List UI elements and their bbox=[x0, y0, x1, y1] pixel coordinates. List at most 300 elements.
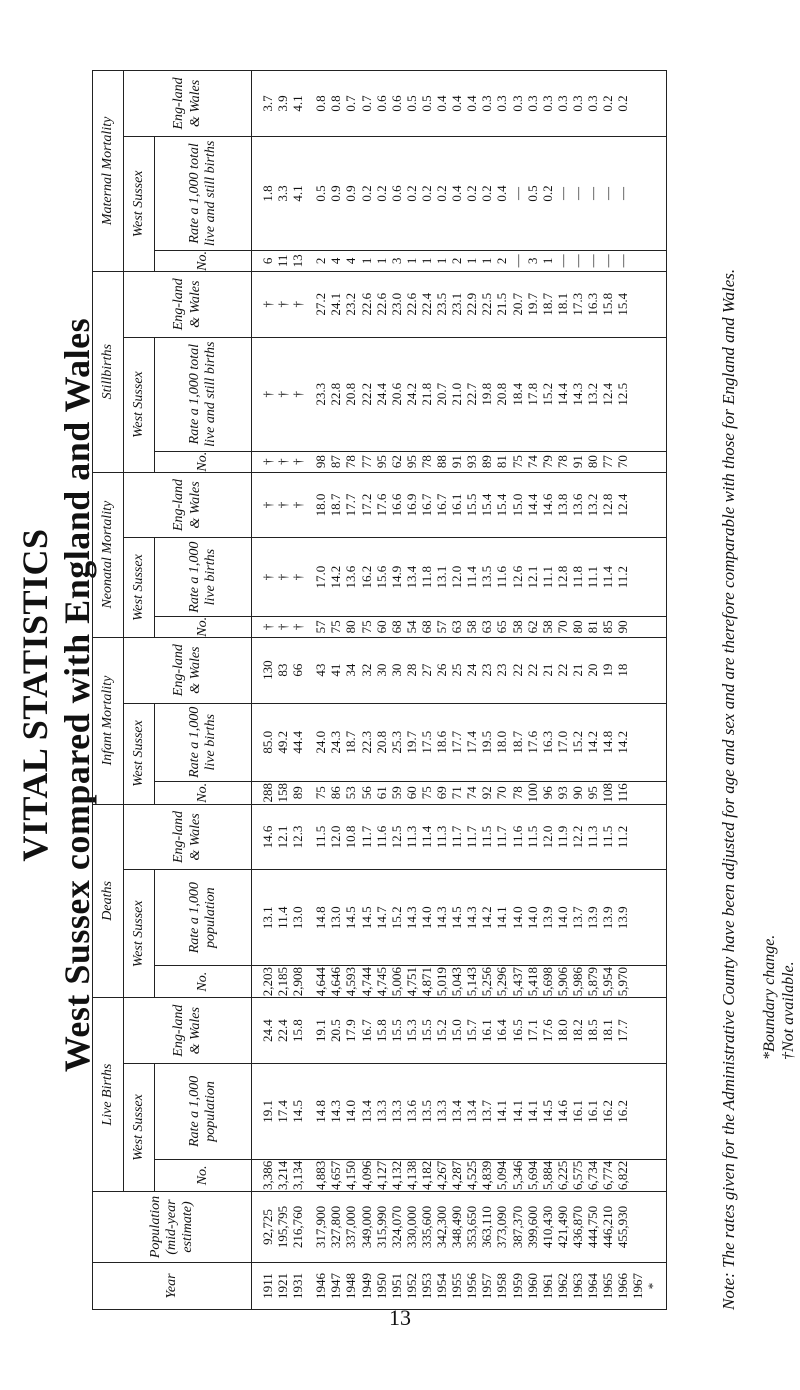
nm_no-value: 85 bbox=[600, 620, 616, 634]
ew-header: Eng-land & Wales bbox=[124, 998, 252, 1064]
ws-header: West Sussex bbox=[124, 538, 155, 637]
nm_ew_rate-value: 17.7 bbox=[343, 493, 359, 517]
vital-statistics-table bbox=[92, 70, 667, 1310]
mm_ws_rate-value: 3.3 bbox=[275, 185, 291, 202]
sb_ws_rate-value: 20.8 bbox=[494, 382, 510, 406]
nm_ws_rate-value: 12.8 bbox=[554, 565, 570, 589]
d_no-value: 5,986 bbox=[569, 967, 585, 997]
sb_ws_rate-value: 24.4 bbox=[373, 382, 389, 406]
nm_no-value: 60 bbox=[373, 620, 389, 634]
mm_no-value: 6 bbox=[260, 257, 275, 265]
im_no-value: 56 bbox=[358, 786, 374, 800]
lb_no-value: 4,525 bbox=[464, 1160, 480, 1190]
im_no-value: 75 bbox=[313, 786, 329, 800]
mm_no-value: — bbox=[600, 254, 616, 268]
im_ew_rate-value: 20 bbox=[584, 663, 600, 677]
nm_no-value: 75 bbox=[358, 620, 374, 634]
im_no-value: 74 bbox=[464, 786, 480, 800]
lb_no-value: 4,138 bbox=[403, 1160, 419, 1190]
population-value: 446,210 bbox=[600, 1205, 616, 1249]
mm_no-value: 1 bbox=[358, 257, 374, 265]
sb_ew_rate-value: 23.0 bbox=[388, 292, 404, 316]
population-value: 353,650 bbox=[464, 1205, 480, 1249]
sb_no-value: 81 bbox=[494, 455, 510, 469]
nm_ws_rate-value: 11.1 bbox=[584, 566, 600, 589]
lb_ws_rate-value: 14.1 bbox=[494, 1100, 510, 1123]
population-value: 335,600 bbox=[418, 1205, 434, 1249]
lb_ew_rate-value: 17.1 bbox=[524, 1019, 540, 1043]
sb_ws_rate-value: 13.2 bbox=[584, 382, 600, 406]
im_no-value: 75 bbox=[418, 786, 434, 800]
im_no-value: 288 bbox=[260, 783, 275, 803]
lb_ws_rate-value: 17.4 bbox=[275, 1100, 291, 1123]
nm_ws_rate-value: 11.6 bbox=[494, 566, 510, 589]
mm_ew_rate-value: 0.3 bbox=[539, 95, 555, 112]
sb_ew_rate-value: 22.5 bbox=[479, 292, 495, 316]
d_ew_rate-value: 12.0 bbox=[539, 825, 555, 849]
lb_ew_rate-value: 18.0 bbox=[554, 1019, 570, 1043]
im_no-value: 100 bbox=[524, 783, 540, 803]
sb_no-value: 78 bbox=[343, 455, 359, 469]
lb_no-value: 4,096 bbox=[358, 1160, 374, 1190]
mm_ws_rate-value: 4.1 bbox=[290, 185, 306, 202]
im_ws_rate-value: 18.0 bbox=[494, 730, 510, 754]
mm_ws_rate-value: — bbox=[600, 186, 616, 200]
im_ew_rate-value: 130 bbox=[260, 660, 275, 680]
no-header: No. bbox=[155, 966, 252, 998]
mm_no-value: — bbox=[569, 254, 585, 268]
lb_ws_rate-value: 16.1 bbox=[569, 1100, 585, 1123]
nm_no-value: 68 bbox=[388, 620, 404, 634]
im_ew_rate-value: 34 bbox=[343, 663, 359, 677]
sb_no-value: † bbox=[290, 458, 306, 465]
mm_no-value: — bbox=[509, 254, 525, 268]
nm_ew_rate-value: 16.9 bbox=[403, 493, 419, 517]
im_no-value: 59 bbox=[388, 786, 404, 800]
nm_ew_rate-value: 17.2 bbox=[358, 493, 374, 517]
lb_no-value: 6,225 bbox=[554, 1160, 570, 1190]
sb_ws_rate-value: 22.8 bbox=[328, 382, 344, 406]
nm_ew_rate-value: 13.2 bbox=[584, 493, 600, 517]
population-value: 348,490 bbox=[449, 1205, 465, 1249]
nm_ws_rate-value: † bbox=[275, 573, 291, 581]
mm_ws_rate-value: 0.2 bbox=[373, 185, 389, 202]
lb_no-value: 3,214 bbox=[275, 1160, 291, 1190]
sb_no-value: 77 bbox=[600, 455, 616, 469]
im_no-value: 71 bbox=[449, 786, 465, 800]
d_ws_rate-value: 11.4 bbox=[275, 906, 291, 929]
footnote-not-available: †Not available. bbox=[780, 961, 797, 1060]
d_ws_rate-value: 14.5 bbox=[358, 906, 374, 930]
im_ws_rate-value: 49.2 bbox=[275, 730, 291, 754]
im_ew_rate-value: 22 bbox=[509, 663, 525, 677]
sb_ws_rate-value: 12.4 bbox=[600, 382, 616, 406]
d_no-value: 5,879 bbox=[584, 967, 600, 997]
mm_ws_rate-value: — bbox=[554, 186, 570, 200]
im_ws_rate-value: 44.4 bbox=[290, 730, 306, 754]
population-value: 399,600 bbox=[524, 1205, 540, 1249]
live-births-no-column bbox=[252, 1159, 667, 1191]
nm_ew_rate-value: † bbox=[275, 501, 291, 509]
sb_no-value: 88 bbox=[434, 455, 450, 469]
im_no-value: 158 bbox=[275, 783, 291, 803]
note-text: Note: The rates given for the Administrative County have been adjusted for age and sex and are therefore comparable with those for England and Wales. bbox=[719, 268, 738, 1310]
d_ws_rate-value: 13.9 bbox=[615, 906, 631, 930]
nm_ws_rate-value: 13.5 bbox=[479, 565, 495, 589]
sb_ws_rate-value: 24.2 bbox=[403, 382, 419, 406]
sb_ws_rate-value: 12.5 bbox=[615, 382, 631, 406]
lb_ws_rate-value: 16.2 bbox=[600, 1100, 616, 1123]
mm_no-value: 2 bbox=[494, 257, 510, 265]
d_ew_rate-value: 11.5 bbox=[524, 825, 540, 849]
sb_no-value: 91 bbox=[449, 455, 465, 469]
ew-header: Eng-land & Wales bbox=[124, 71, 252, 137]
im_ew_rate-value: 23 bbox=[494, 663, 510, 677]
d_ws_rate-value: 14.3 bbox=[434, 906, 450, 930]
lb_no-value: 4,287 bbox=[449, 1160, 465, 1190]
lb_ws_rate-value: 14.0 bbox=[343, 1100, 359, 1123]
mm_ew_rate-value: 0.3 bbox=[584, 95, 600, 112]
im_no-value: 90 bbox=[569, 786, 585, 800]
d_no-value: 4,593 bbox=[343, 967, 359, 997]
d_no-value: 5,043 bbox=[449, 967, 465, 997]
nm_ws_rate-value: 17.0 bbox=[313, 565, 329, 589]
sb_ws_rate-value: 19.8 bbox=[479, 382, 495, 406]
mm_no-value: 1 bbox=[539, 257, 555, 265]
title-vital-statistics: VITAL STATISTICS bbox=[15, 528, 55, 862]
year-value: 1963 bbox=[569, 1273, 585, 1299]
im_ws_rate-value: 14.2 bbox=[584, 730, 600, 754]
im_ws_rate-value: 18.7 bbox=[343, 730, 359, 754]
nm_no-value: 90 bbox=[615, 620, 631, 634]
lb_ws_rate-value: 14.6 bbox=[554, 1100, 570, 1123]
neonatal-mortality-header: Neonatal Mortality bbox=[93, 472, 124, 637]
sb_no-value: 95 bbox=[403, 455, 419, 469]
nm_ws_rate-value: † bbox=[290, 573, 306, 581]
ws-header: West Sussex bbox=[124, 337, 155, 472]
lb_ew_rate-value: 22.4 bbox=[275, 1019, 291, 1043]
year-value: 1959 bbox=[509, 1273, 525, 1299]
year-value: 1957 bbox=[479, 1273, 495, 1299]
population-value: 436,870 bbox=[569, 1205, 585, 1249]
mm_ew_rate-value: 0.3 bbox=[479, 95, 495, 112]
lb_no-value: 5,884 bbox=[539, 1160, 555, 1190]
mm_ws_rate-value: 0.5 bbox=[313, 185, 329, 202]
population-value: 324,070 bbox=[388, 1205, 404, 1249]
d_ws_rate-value: 13.0 bbox=[290, 906, 306, 930]
year-column bbox=[252, 1263, 667, 1310]
lb_no-value: 4,132 bbox=[388, 1160, 404, 1190]
nm_no-value: 57 bbox=[434, 620, 450, 634]
im_ws_rate-value: 25.3 bbox=[388, 730, 404, 754]
sb_ew_rate-value: 22.6 bbox=[403, 292, 419, 316]
neonatal-no-column bbox=[252, 616, 667, 637]
lb_ew_rate-value: 18.2 bbox=[569, 1019, 585, 1043]
nm_no-value: 54 bbox=[403, 620, 419, 634]
year-value: 1952 bbox=[403, 1273, 419, 1299]
infant-mortality-header: Infant Mortality bbox=[93, 637, 124, 804]
sb_ew_rate-value: † bbox=[260, 300, 275, 308]
d_ew_rate-value: 11.3 bbox=[403, 825, 419, 849]
stillbirths-ew-rate-column bbox=[252, 271, 667, 337]
d_no-value: 4,646 bbox=[328, 967, 344, 997]
nm_no-value: 62 bbox=[524, 620, 540, 634]
d_ew_rate-value: 11.3 bbox=[434, 825, 450, 849]
nm_ws_rate-value: 11.2 bbox=[615, 566, 631, 589]
sb_ew_rate-value: 16.3 bbox=[584, 292, 600, 316]
maternal-mortality-header: Maternal Mortality bbox=[93, 71, 124, 272]
no-header: No. bbox=[155, 782, 252, 805]
ew-header: Eng-land & Wales bbox=[124, 637, 252, 703]
title-comparison: West Sussex compared with England and Wales bbox=[57, 317, 97, 1073]
mm_ew_rate-value: 0.7 bbox=[343, 95, 359, 112]
lb_ew_rate-value: 20.5 bbox=[328, 1019, 344, 1043]
im_no-value: 116 bbox=[615, 783, 631, 803]
lb_no-value: 3,386 bbox=[260, 1160, 275, 1190]
mm_no-value: 4 bbox=[343, 257, 359, 265]
live-births-ws-rate-column bbox=[252, 1064, 667, 1160]
mm_ew_rate-value: 0.6 bbox=[388, 95, 404, 112]
year-value: 1965 bbox=[600, 1273, 616, 1299]
lb_no-value: 4,839 bbox=[479, 1160, 495, 1190]
d_no-value: 5,954 bbox=[600, 967, 616, 997]
sb_ws_rate-value: † bbox=[290, 390, 306, 398]
sb_no-value: 78 bbox=[418, 455, 434, 469]
nm_ws_rate-value: 11.4 bbox=[464, 566, 480, 589]
d_ws_rate-value: 14.0 bbox=[524, 906, 540, 930]
im_no-value: 96 bbox=[539, 786, 555, 800]
mm_ew_rate-value: 0.8 bbox=[313, 95, 329, 112]
lb_ew_rate-value: 16.4 bbox=[494, 1019, 510, 1043]
d_ew_rate-value: 12.1 bbox=[275, 825, 291, 849]
lb_ws_rate-value: 14.1 bbox=[509, 1100, 525, 1123]
lb_ew_rate-value: 15.8 bbox=[373, 1019, 389, 1043]
mm_no-value: 1 bbox=[434, 257, 450, 265]
d_ws_rate-value: 13.1 bbox=[260, 906, 275, 930]
nm_ws_rate-value: 13.6 bbox=[343, 565, 359, 589]
im_ws_rate-value: 17.4 bbox=[464, 730, 480, 754]
im_no-value: 89 bbox=[290, 786, 306, 800]
nm_no-value: 58 bbox=[539, 620, 555, 634]
nm_ew_rate-value: 16.7 bbox=[434, 493, 450, 517]
lb_no-value: 4,883 bbox=[313, 1160, 329, 1190]
im_ws_rate-value: 20.8 bbox=[373, 730, 389, 754]
d_ws_rate-value: 13.9 bbox=[584, 906, 600, 930]
lb_no-value: 6,774 bbox=[600, 1160, 616, 1190]
d_ew_rate-value: 11.9 bbox=[554, 825, 570, 849]
sb_no-value: 91 bbox=[569, 455, 585, 469]
d_ew_rate-value: 12.3 bbox=[290, 825, 306, 849]
mm_ws_rate-value: — bbox=[569, 186, 585, 200]
im_no-value: 93 bbox=[554, 786, 570, 800]
d_no-value: 5,970 bbox=[615, 967, 631, 997]
im_ws_rate-value: 24.0 bbox=[313, 730, 329, 754]
im_no-value: 61 bbox=[373, 786, 389, 800]
sb_ws_rate-value: 23.3 bbox=[313, 382, 329, 406]
footnote-boundary: *Boundary change. bbox=[761, 934, 778, 1060]
sb_no-value: 95 bbox=[373, 455, 389, 469]
lb_no-value: 5,094 bbox=[494, 1160, 510, 1190]
year-value: 1956 bbox=[464, 1273, 480, 1299]
sb_ws_rate-value: 20.6 bbox=[388, 382, 404, 406]
nm_ew_rate-value: 16.1 bbox=[449, 493, 465, 517]
mm_ws_rate-value: 0.9 bbox=[328, 185, 344, 202]
nm_ew_rate-value: 15.0 bbox=[509, 493, 525, 517]
d_ws_rate-value: 14.0 bbox=[509, 906, 525, 930]
im_ew_rate-value: 21 bbox=[569, 663, 585, 677]
year-value: 1946 bbox=[313, 1273, 329, 1299]
mm_ew_rate-value: 0.4 bbox=[464, 95, 480, 112]
lb_no-value: 3,134 bbox=[290, 1160, 306, 1190]
d_ew_rate-value: 11.7 bbox=[464, 825, 480, 849]
lb_no-value: 6,822 bbox=[615, 1160, 631, 1190]
lb_no-value: 6,734 bbox=[584, 1160, 600, 1190]
lb_no-value: 4,150 bbox=[343, 1160, 359, 1190]
mm_ws_rate-value: 0.4 bbox=[449, 185, 465, 202]
im_ew_rate-value: 22 bbox=[554, 663, 570, 677]
im_ew_rate-value: 43 bbox=[313, 663, 329, 677]
d_ws_rate-value: 14.1 bbox=[494, 906, 510, 930]
deaths-header: Deaths bbox=[93, 804, 124, 998]
im_ew_rate-value: 30 bbox=[373, 663, 389, 677]
nm_no-value: 63 bbox=[449, 620, 465, 634]
infant-no-column bbox=[252, 782, 667, 805]
lb_ws_rate-value: 16.1 bbox=[584, 1100, 600, 1123]
nm_ws_rate-value: 14.2 bbox=[328, 565, 344, 589]
sb_ew_rate-value: 27.2 bbox=[313, 292, 329, 316]
mm_ew_rate-value: 0.2 bbox=[615, 95, 631, 112]
mm_ws_rate-value: 0.5 bbox=[524, 185, 540, 202]
d_ew_rate-value: 11.5 bbox=[479, 825, 495, 849]
mm_ws_rate-value: 1.8 bbox=[260, 185, 275, 202]
nm_no-value: 58 bbox=[509, 620, 525, 634]
sb_no-value: 93 bbox=[464, 455, 480, 469]
mm_no-value: 11 bbox=[275, 254, 291, 268]
sb_ew_rate-value: 22.6 bbox=[373, 292, 389, 316]
sb_ws_rate-value: † bbox=[260, 390, 275, 398]
sb_ew_rate-value: 21.5 bbox=[494, 292, 510, 316]
nm_no-value: 58 bbox=[464, 620, 480, 634]
sb_ws_rate-value: 20.7 bbox=[434, 382, 450, 406]
nm_ew_rate-value: † bbox=[260, 501, 275, 509]
lb_ws_rate-value: 13.3 bbox=[373, 1100, 389, 1123]
sb_ew_rate-value: 22.4 bbox=[418, 292, 434, 316]
population-value: 216,760 bbox=[290, 1205, 306, 1249]
d_ew_rate-value: 11.7 bbox=[358, 825, 374, 849]
live-births-header: Live Births bbox=[93, 998, 124, 1192]
d_ws_rate-value: 13.9 bbox=[600, 906, 616, 930]
sb_ws_rate-value: 22.7 bbox=[464, 382, 480, 406]
d_ew_rate-value: 10.8 bbox=[343, 825, 359, 849]
nm_ws_rate-value: 12.1 bbox=[524, 565, 540, 589]
year-value: 1953 bbox=[418, 1273, 434, 1299]
lb_no-value: 4,182 bbox=[418, 1160, 434, 1190]
sb_ew_rate-value: † bbox=[290, 300, 306, 308]
maternal-no-column bbox=[252, 250, 667, 271]
page-number: 13 bbox=[389, 1305, 411, 1330]
d_ew_rate-value: 11.7 bbox=[449, 825, 465, 849]
lb_ew_rate-value: 18.5 bbox=[584, 1019, 600, 1043]
year-value: 1964 bbox=[584, 1273, 600, 1299]
d_ws_rate-value: 14.0 bbox=[554, 906, 570, 930]
im_ew_rate-value: 26 bbox=[434, 663, 450, 677]
lb_no-value: 4,127 bbox=[373, 1160, 389, 1190]
mm_ew_rate-value: 0.3 bbox=[554, 95, 570, 112]
sb_ws_rate-value: 21.0 bbox=[449, 382, 465, 406]
population-value: 327,800 bbox=[328, 1205, 344, 1249]
nm_no-value: 70 bbox=[554, 620, 570, 634]
mm_ew_rate-value: 0.3 bbox=[509, 95, 525, 112]
year-value: 1911 bbox=[260, 1273, 275, 1299]
lb_no-value: 4,267 bbox=[434, 1160, 450, 1190]
live-births-ew-rate-column bbox=[252, 998, 667, 1064]
sb_ew_rate-value: 23.5 bbox=[434, 292, 450, 316]
nm_ws_rate-value: 13.4 bbox=[403, 565, 419, 589]
d_ws_rate-value: 14.0 bbox=[418, 906, 434, 930]
mm_no-value: 1 bbox=[479, 257, 495, 265]
mm_no-value: 2 bbox=[313, 257, 329, 265]
lb_ws_rate-value: 14.8 bbox=[313, 1100, 329, 1123]
im_ws_rate-value: 16.3 bbox=[539, 730, 555, 754]
nm_ew_rate-value: 18.7 bbox=[328, 493, 344, 517]
lb_ws_rate-value: 19.1 bbox=[260, 1100, 275, 1123]
lb_ew_rate-value: 15.0 bbox=[449, 1019, 465, 1043]
sb_ew_rate-value: 22.9 bbox=[464, 292, 480, 316]
population-value: 349,000 bbox=[358, 1205, 374, 1249]
nm_ws_rate-value: † bbox=[260, 573, 275, 581]
nm_no-value: † bbox=[275, 623, 291, 631]
ew-header: Eng-land & Wales bbox=[124, 472, 252, 538]
mm_no-value: 3 bbox=[388, 257, 404, 265]
lb_ws_rate-value: 13.3 bbox=[388, 1100, 404, 1123]
sb_no-value: 77 bbox=[358, 455, 374, 469]
rate-header: Rate a 1,000 total live and still births bbox=[155, 337, 252, 451]
neonatal-ew-rate-column bbox=[252, 472, 667, 538]
d_ws_rate-value: 13.0 bbox=[328, 906, 344, 930]
d_no-value: 4,871 bbox=[418, 967, 434, 997]
mm_no-value: 2 bbox=[449, 257, 465, 265]
deaths-no-column bbox=[252, 966, 667, 998]
footnotes bbox=[760, 935, 798, 1060]
lb_no-value: 6,575 bbox=[569, 1160, 585, 1190]
population-value: 421,490 bbox=[554, 1205, 570, 1249]
ew-header: Eng-land & Wales bbox=[124, 804, 252, 870]
mm_no-value: 1 bbox=[403, 257, 419, 265]
lb_ew_rate-value: 15.5 bbox=[418, 1019, 434, 1043]
d_no-value: 5,143 bbox=[464, 967, 480, 997]
mm_no-value: 1 bbox=[418, 257, 434, 265]
stillbirths-ws-rate-column bbox=[252, 337, 667, 451]
im_ew_rate-value: 18 bbox=[615, 663, 631, 677]
year-value: 1921 bbox=[275, 1273, 291, 1299]
d_ew_rate-value: 14.6 bbox=[260, 825, 275, 849]
no-header: No. bbox=[155, 1159, 252, 1191]
im_ew_rate-value: 30 bbox=[388, 663, 404, 677]
d_ws_rate-value: 14.3 bbox=[403, 906, 419, 930]
population-value: 455,930 bbox=[615, 1205, 631, 1249]
mm_no-value: 4 bbox=[328, 257, 344, 265]
d_no-value: 2,185 bbox=[275, 967, 291, 997]
mm_ew_rate-value: 0.3 bbox=[494, 95, 510, 112]
d_no-value: 5,906 bbox=[554, 967, 570, 997]
no-header: No. bbox=[155, 250, 252, 271]
mm_ew_rate-value: 0.3 bbox=[524, 95, 540, 112]
ws-header: West Sussex bbox=[124, 1064, 155, 1192]
mm_ws_rate-value: 0.2 bbox=[403, 185, 419, 202]
mm_ws_rate-value: 0.2 bbox=[539, 185, 555, 202]
population-value: 342,300 bbox=[434, 1205, 450, 1249]
mm_ew_rate-value: 3.9 bbox=[275, 95, 291, 112]
